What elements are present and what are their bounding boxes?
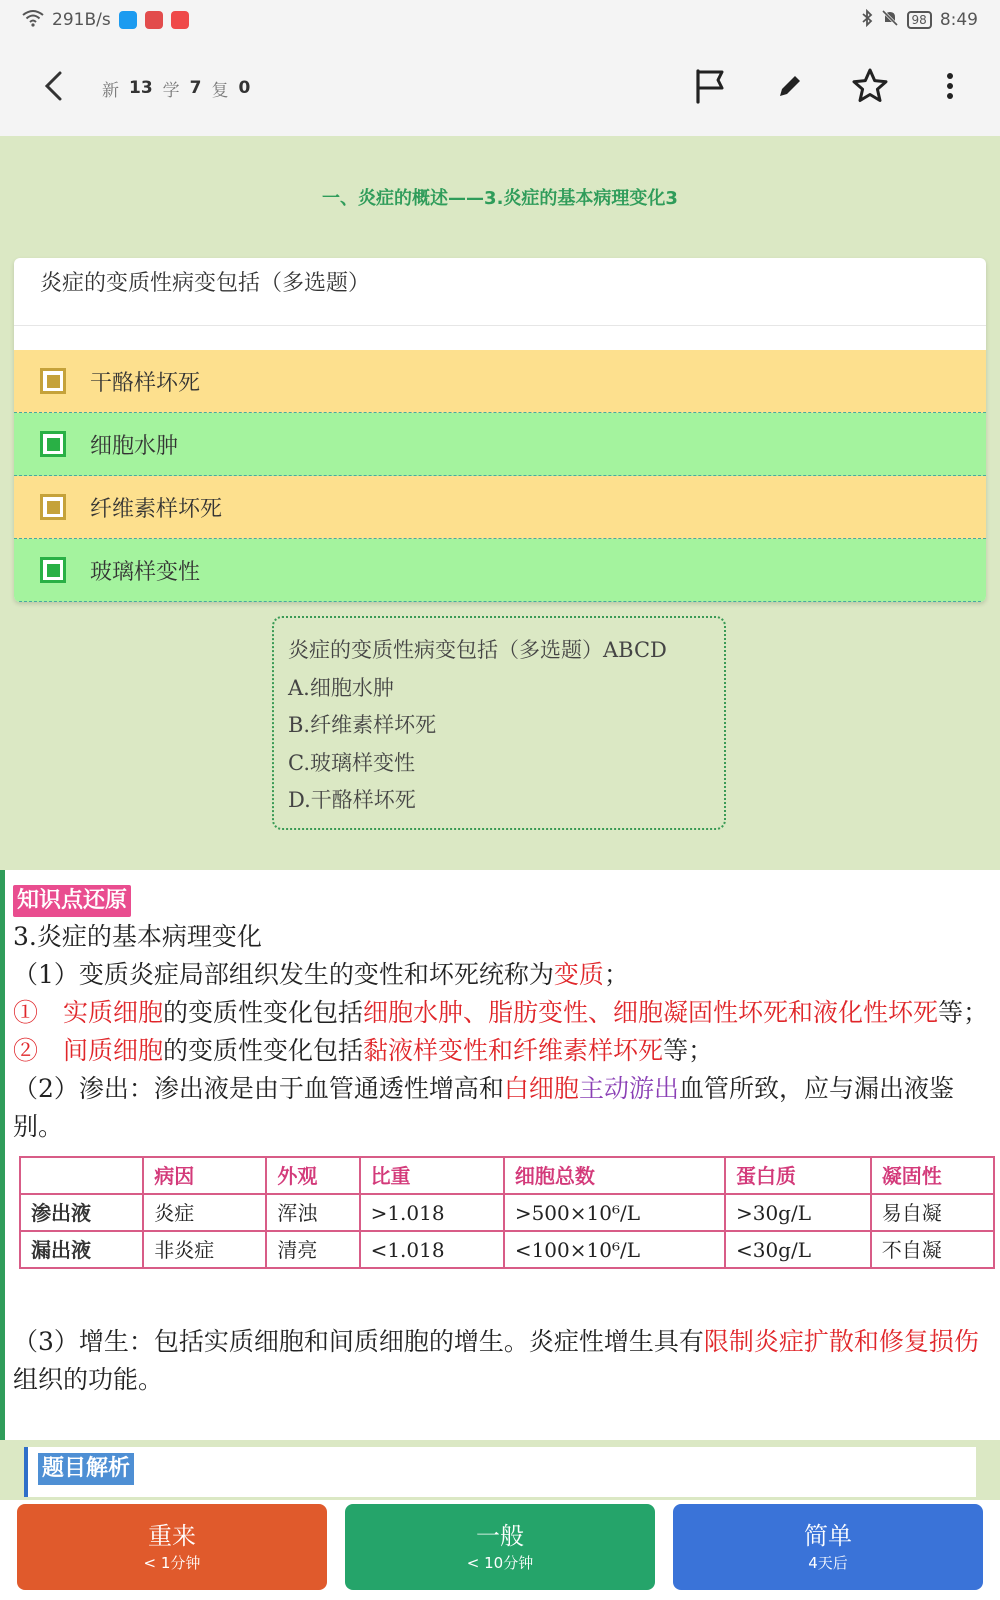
question-text: 炎症的变质性病变包括（多选题） xyxy=(14,258,986,326)
new-count: 13 xyxy=(129,78,153,98)
analysis-tag: 题目解析 xyxy=(38,1453,134,1485)
section-title: 一、炎症的概述——3.炎症的基本病理变化3 xyxy=(322,188,678,209)
mute-bell-icon xyxy=(881,9,899,32)
learn-count: 7 xyxy=(189,78,202,98)
bluetooth-icon xyxy=(861,9,873,32)
table-header-row: 病因 外观 比重 细胞总数 蛋白质 凝固性 xyxy=(20,1157,994,1194)
toolbar xyxy=(0,40,1000,136)
answer-line: D.干酪样坏死 xyxy=(288,788,416,812)
new-label: 新 xyxy=(102,80,119,101)
option-item[interactable] xyxy=(14,539,986,602)
option-label: 干酪样坏死 xyxy=(90,370,201,396)
back-icon xyxy=(42,70,66,106)
star-button[interactable] xyxy=(844,62,896,114)
question-card xyxy=(14,258,986,602)
pencil-icon xyxy=(776,72,804,104)
again-button[interactable]: 重来 < 1分钟 xyxy=(17,1504,327,1590)
video-app-icon xyxy=(171,11,189,29)
card-counts xyxy=(102,76,250,101)
knowledge-section xyxy=(0,870,1000,1440)
answer-buttons xyxy=(0,1500,1000,1600)
learn-label: 学 xyxy=(162,80,180,101)
network-speed: 291B/s xyxy=(52,10,111,30)
answer-line: A.细胞水肿 xyxy=(288,675,394,700)
checkbox-icon xyxy=(40,494,66,520)
analysis-section xyxy=(24,1447,976,1497)
option-item[interactable] xyxy=(14,413,986,476)
checkbox-icon xyxy=(40,368,66,394)
table-row: 漏出液 非炎症 清亮 <1.018 <100×10⁶/L <30g/L 不自凝 xyxy=(20,1231,994,1268)
table-row: 渗出液 炎症 浑浊 >1.018 >500×10⁶/L >30g/L 易自凝 xyxy=(20,1194,994,1231)
knowledge-paragraph: ② 间质细胞的变质性变化包括黏液样变性和纤维素样坏死等； xyxy=(13,1036,714,1065)
answer-line: B.纤维素样坏死 xyxy=(288,713,437,737)
option-label: 玻璃样变性 xyxy=(90,559,201,585)
answer-box xyxy=(272,616,726,830)
option-label: 细胞水肿 xyxy=(90,433,179,459)
checkbox-icon xyxy=(40,557,66,583)
easy-button[interactable]: 简单 4天后 xyxy=(673,1504,983,1590)
book-app-icon xyxy=(145,11,163,29)
battery-icon: 98 xyxy=(907,11,932,29)
answer-title: 炎症的变质性病变包括（多选题）ABCD xyxy=(288,638,667,662)
option-label: 纤维素样坏死 xyxy=(90,496,223,522)
back-button[interactable] xyxy=(24,58,84,118)
knowledge-paragraph: （3）增生：包括实质细胞和间质细胞的增生。炎症性增生具有限制炎症扩散和修复损伤组织的功能。 xyxy=(13,1327,979,1394)
answer-line: C.玻璃样变性 xyxy=(288,750,415,775)
more-button[interactable] xyxy=(924,62,976,114)
checkbox-icon xyxy=(40,431,66,457)
flag-icon xyxy=(694,68,726,108)
knowledge-tag: 知识点还原 xyxy=(13,885,131,917)
knowledge-paragraph: ① 实质细胞的变质性变化包括细胞水肿、脂肪变性、细胞凝固性坏死和液化性坏死等； xyxy=(13,998,989,1027)
more-icon xyxy=(946,72,954,104)
review-count: 0 xyxy=(238,78,251,98)
flag-button[interactable] xyxy=(684,62,736,114)
good-button[interactable]: 一般 < 10分钟 xyxy=(345,1504,655,1590)
knowledge-heading: 3.炎症的基本病理变化 xyxy=(13,922,262,951)
clock: 8:49 xyxy=(939,10,978,30)
edit-button[interactable] xyxy=(764,62,816,114)
status-bar xyxy=(0,0,1000,40)
comparison-table xyxy=(19,1156,995,1269)
star-icon xyxy=(851,67,889,109)
option-item[interactable] xyxy=(14,476,986,539)
wifi-icon xyxy=(22,9,44,32)
option-item[interactable] xyxy=(14,350,986,413)
search-app-icon xyxy=(119,11,137,29)
review-label: 复 xyxy=(211,80,229,101)
knowledge-paragraph: （1）变质炎症局部组织发生的变性和坏死统称为变质； xyxy=(13,960,629,989)
knowledge-paragraph: （2）渗出：渗出液是由于血管通透性增高和白细胞主动游出血管所致，应与漏出液鉴别。 xyxy=(13,1074,954,1141)
